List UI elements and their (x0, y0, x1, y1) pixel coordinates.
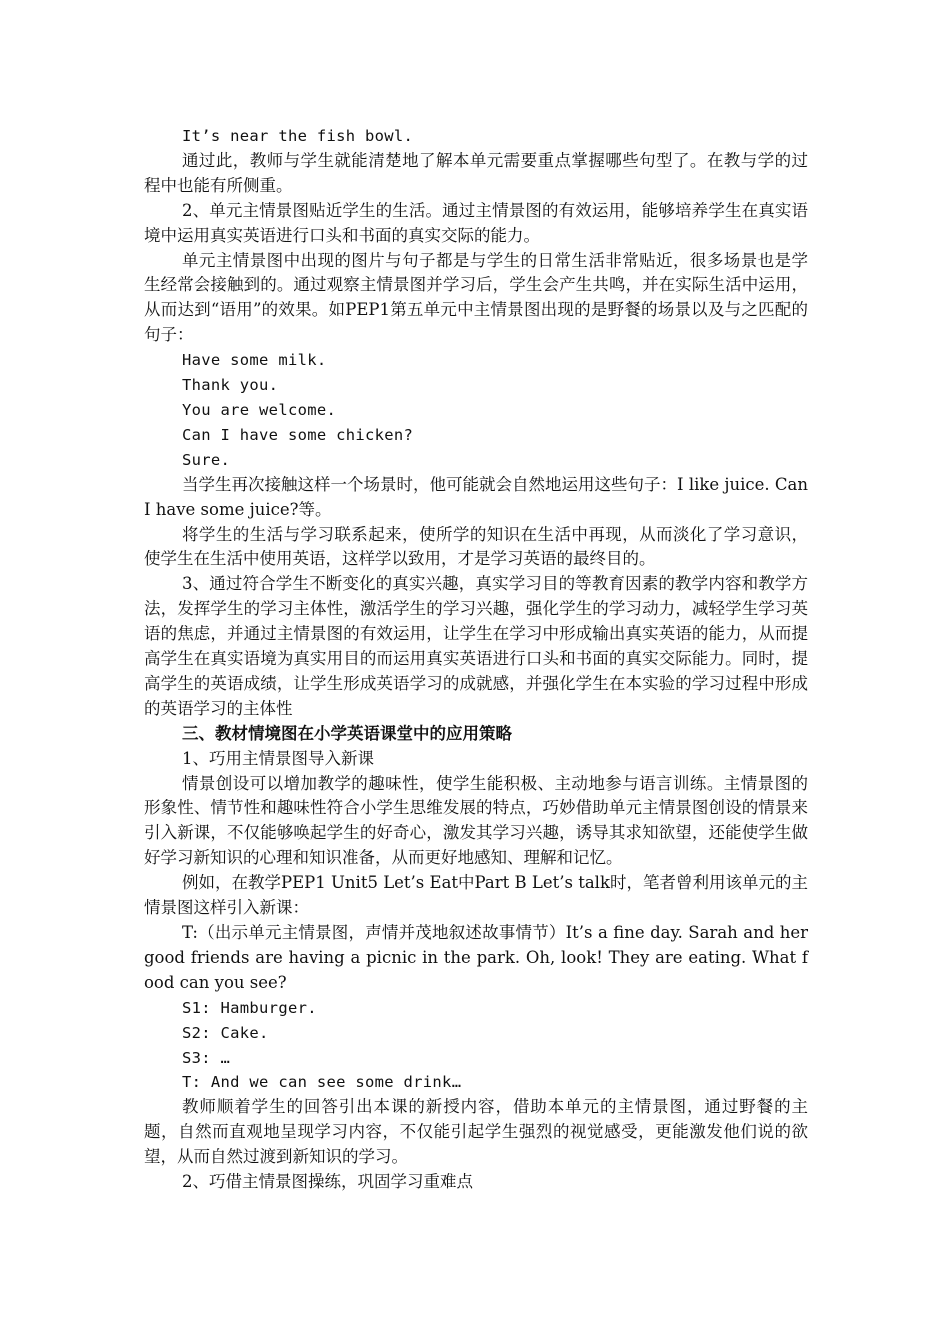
body-paragraph: 3、通过符合学生不断变化的真实兴趣，真实学习目的等教育因素的教学内容和教学方法，发挥学生的学习主体性，激活学生的学习兴趣，强化学生的学习动力，减轻学生学习英语的焦虑，并通过主情景图的有效运用，让学生在学习中形成输出真实英语的能力，从而提高学生在真实语境为真实用目的而运用真实英语进行口头和书面的真实交际能力。同时，提高学生的英语成绩，让学生形成英语学习的成就感，并强化学生在本实验的学习过程中形成的英语学习的主体性 (144, 574, 808, 718)
english-sentence: Have some milk. (182, 351, 327, 370)
dialogue-line: T: And we can see some drink… (182, 1073, 462, 1092)
body-paragraph: 例如，在教学PEP1 Unit5 Let’s Eat中Part B Let’s talk时，笔者曾利用该单元的主情景图这样引入新课： (144, 873, 808, 918)
subsection-heading: 2、巧借主情景图操练，巩固学习重难点 (182, 1172, 473, 1192)
body-paragraph: 通过此，教师与学生就能清楚地了解本单元需要重点掌握哪些句型了。在教与学的过程中也能有所侧重。 (144, 150, 808, 195)
subsection-heading: 1、巧用主情景图导入新课 (182, 748, 374, 768)
english-sentence: Can I have some chicken? (182, 425, 414, 444)
english-sentence: You are welcome. (182, 400, 337, 419)
dialogue-line: S1: Hamburger. (182, 998, 317, 1017)
body-paragraph: 教师顺着学生的回答引出本课的新授内容，借助本单元的主情景图，通过野餐的主题，自然而直观地呈现学习内容，不仅能引起学生强烈的视觉感受，更能激发他们说的欲望，从而自然过渡到新知识的学习。 (144, 1097, 808, 1167)
english-sentence: Thank you. (182, 376, 279, 395)
english-sentence: It’s near the fish bowl. (182, 127, 414, 145)
body-paragraph: 情景创设可以增加教学的趣味性，使学生能积极、主动地参与语言训练。主情景图的形象性、情节性和趣味性符合小学生思维发展的特点，巧妙借助单元主情景图创设的情景来引入新课，不仅能够唤起学生的好奇心，激发其学习兴趣，诱导其求知欲望，还能使学生做好学习新知识的心理和知识准备，从而更好地感知、理解和记忆。 (144, 773, 808, 868)
dialogue-line: T:（出示单元主情景图，声情并茂地叙述故事情节）It’s a fine day. Sarah and her good friends are having a picnic in the park. Oh, look! They are eating. What food can you see? (144, 923, 808, 992)
body-paragraph: 当学生再次接触这样一个场景时，他可能就会自然地运用这些句子：I like juice. Can I have some juice?等。 (144, 474, 808, 519)
body-paragraph: 单元主情景图中出现的图片与句子都是与学生的日常生活非常贴近，很多场景也是学生经常会接触到的。通过观察主情景图并学习后，学生会产生共鸣，并在实际生活中运用，从而达到“语用”的效果。如PEP1第五单元中主情景图出现的是野餐的场景以及与之匹配的句子： (144, 250, 808, 345)
dialogue-line: S2: Cake. (182, 1023, 269, 1042)
section-heading: 三、教材情境图在小学英语课堂中的应用策略 (182, 723, 512, 743)
english-sentence: Sure. (182, 450, 231, 469)
document-page (144, 124, 808, 1195)
dialogue-line: S3: … (182, 1048, 231, 1067)
body-paragraph: 2、单元主情景图贴近学生的生活。通过主情景图的有效运用，能够培养学生在真实语境中运用真实英语进行口头和书面的真实交际的能力。 (144, 200, 808, 245)
body-paragraph: 将学生的生活与学习联系起来，使所学的知识在生活中再现，从而淡化了学习意识，使学生在生活中使用英语，这样学以致用，才是学习英语的最终目的。 (144, 524, 808, 569)
